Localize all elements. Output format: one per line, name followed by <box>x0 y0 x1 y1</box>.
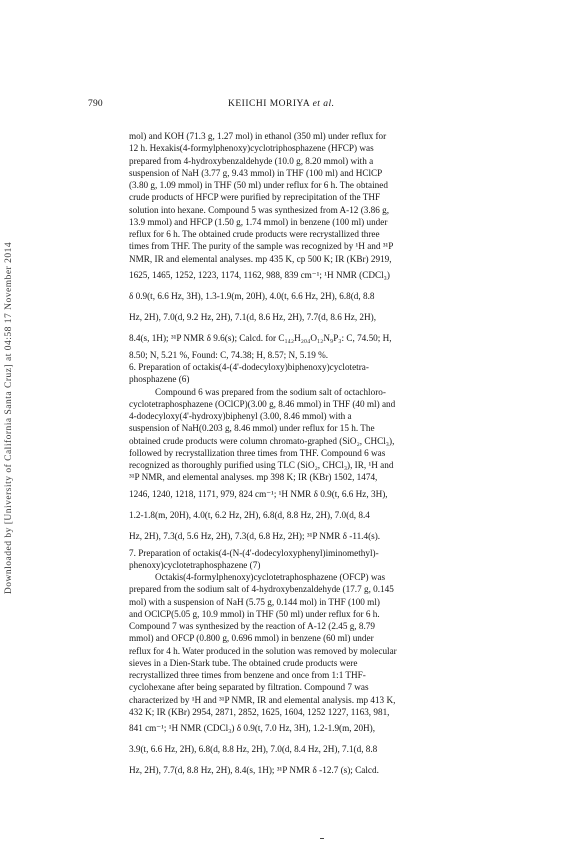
text-line: recrystallized three times from benzene and once from 1:1 THF- <box>129 670 366 680</box>
text-line: crude products of HFCP were purified by reprecipitation of the THF <box>129 192 381 203</box>
text-line: prepared from the sodium salt of 4-hydroxybenzaldehyde (17.7 g, 0.145 <box>129 584 394 595</box>
text-line: recognized as thoroughly purified using TLC (SiO₂, CHCl₃), IR, ¹H and <box>129 460 394 470</box>
text-line: suspension of NaH (3.77 g, 9.43 mmol) in THF (100 ml) and HClCP <box>129 167 383 178</box>
section-heading: 7. Preparation of octakis(4-(N-(4'-dodecyloxyphenyl)iminomethyl)- <box>129 547 379 558</box>
text-line: Hz, 2H), 7.7(d, 8.8 Hz, 2H), 8.4(s, 1H); ³¹P NMR δ -12.7 (s); Calcd. <box>129 765 379 775</box>
running-header-author: KEIICHI MORIYA <box>228 99 310 109</box>
text-line: mol) and KOH (71.3 g, 1.27 mol) in ethanol (350 ml) under reflux for <box>129 131 387 141</box>
text-line: characterized by ¹H and ³¹P NMR, IR and elemental analysis. mp 413 K, <box>129 694 396 705</box>
text-line: (3.80 g, 1.09 mmol) in THF (50 ml) under reflux for 6 h. The obtained <box>129 180 388 190</box>
text-line: 8.4(s, 1H); ³¹P NMR δ 9.6(s); Calcd. for C₁₄₂H₂₀₄O₁₂N₉P₃: C, 74.50; H, <box>129 332 392 343</box>
text-line: 432 K; IR (KBr) 2954, 2871, 2852, 1625, 1604, 1252 1227, 1163, 981, <box>129 706 390 717</box>
text-line: prepared from 4-hydroxybenzaldehyde (10.0 g, 8.20 mmol) with a <box>129 155 374 166</box>
text-line: suspension of NaH(0.203 g, 8.46 mmol) under reflux for 15 h. The <box>129 423 375 434</box>
text-line: 8.50; N, 5.21 %, Found: C, 74.38; H, 8.57; N, 5.19 %. <box>129 349 329 360</box>
text-line: ³¹P NMR, and elemental analyses. mp 398 K; IR (KBr) 1502, 1474, <box>129 472 378 483</box>
text-line: and OClCP(5.05 g, 10.9 mmol) in THF (50 ml) under reflux for 6 h. <box>129 608 380 619</box>
text-line: 1.2-1.8(m, 20H), 4.0(t, 6.2 Hz, 2H), 6.8(d, 8.8 Hz, 2H), 7.0(d, 8.4 <box>129 509 370 520</box>
text-line: NMR, IR and elemental analyses. mp 435 K, cp 500 K; IR (KBr) 2919, <box>129 253 392 264</box>
section-heading: 6. Preparation of octakis(4-(4'-dodecyloxy)biphenoxy)cyclotetra- <box>129 362 369 372</box>
download-watermark <box>0 0 17 864</box>
text-line: δ 0.9(t, 6.6 Hz, 3H), 1.3-1.9(m, 20H), 4.0(t, 6.6 Hz, 2H), 6.8(d, 8.8 <box>129 290 375 301</box>
text-line: Compound 6 was prepared from the sodium salt of octachloro- <box>155 386 386 397</box>
text-line: followed by recrystallization three times from THF. Compound 6 was <box>129 447 386 458</box>
text-line: 1625, 1465, 1252, 1223, 1174, 1162, 988, 839 cm⁻¹; ¹H NMR (CDCl₃) <box>129 269 390 280</box>
text-line: cyclotetraphosphazene (OClCP)(3.00 g, 8.46 mmol) in THF (40 ml) and <box>129 398 396 409</box>
page-number: 790 <box>88 99 103 109</box>
text-line: Hz, 2H), 7.3(d, 5.6 Hz, 2H), 7.3(d, 6.8 Hz, 2H); ³¹P NMR δ -11.4(s). <box>129 530 381 541</box>
text-line: 841 cm⁻¹; ¹H NMR (CDCl₃) δ 0.9(t, 7.0 Hz, 3H), 1.2-1.9(m, 20H), <box>129 723 376 733</box>
text-line: cyclohexane after being separated by filtration. Compound 7 was <box>129 682 369 693</box>
text-line: 4-dodecyloxy(4'-hydroxy)biphenyl (3.00, 8.46 mmol) with a <box>129 411 352 421</box>
text-line: mol) with a suspension of NaH (5.75 g, 0.144 mol) in THF (100 ml) <box>129 596 380 607</box>
text-line: 1246, 1240, 1218, 1171, 979, 824 cm⁻¹; ¹H NMR δ 0.9(t, 6.6 Hz, 3H), <box>129 488 388 499</box>
running-header-et-al: et al. <box>312 99 335 109</box>
text-line: 12 h. Hexakis(4-formylphenoxy)cyclotriphosphazene (HFCP) was <box>129 143 374 154</box>
running-header <box>228 99 335 109</box>
text-line: sieves in a Dien-Stark tube. The obtained crude products were <box>129 657 358 668</box>
text-line: solution into hexane. Compound 5 was synthesized from A-12 (3.86 g, <box>129 204 390 215</box>
text-line: times from THF. The purity of the sample was recognized by ¹H and ³¹P <box>129 241 394 252</box>
text-line: Hz, 2H), 7.0(d, 9.2 Hz, 2H), 7.1(d, 8.6 Hz, 2H), 7.7(d, 8.6 Hz, 2H), <box>129 311 376 322</box>
section-heading: phenoxy)cyclotetraphosphazene (7) <box>129 559 261 570</box>
body-text <box>129 130 534 781</box>
text-line: reflux for 6 h. The obtained crude products were recrystallized three <box>129 229 380 239</box>
download-watermark-text: Downloaded by [University of California Santa Cruz] at 04:58 17 November 2014 <box>3 241 14 595</box>
text-line: 13.9 mmol) and HFCP (1.50 g, 1.74 mmol) in benzene (100 ml) under <box>129 216 388 227</box>
page-footer-mark <box>320 838 324 839</box>
text-line: Compound 7 was synthesized by the reaction of A-12 (2.45 g, 8.79 <box>129 621 375 631</box>
text-line: mmol) and OFCP (0.800 g, 0.696 mmol) in benzene (60 ml) under <box>129 633 374 644</box>
text-line: Octakis(4-formylphenoxy)cyclotetraphosphazene (OFCP) was <box>155 572 386 582</box>
text-line: 3.9(t, 6.6 Hz, 2H), 6.8(d, 8.8 Hz, 2H), 7.0(d, 8.4 Hz, 2H), 7.1(d, 8.8 <box>129 744 378 754</box>
text-line: reflux for 4 h. Water produced in the solution was removed by molecular <box>129 645 397 656</box>
section-heading: phosphazene (6) <box>129 374 190 385</box>
text-line: obtained crude products were column chromato-graphed (SiO₂, CHCl₃), <box>129 435 395 446</box>
